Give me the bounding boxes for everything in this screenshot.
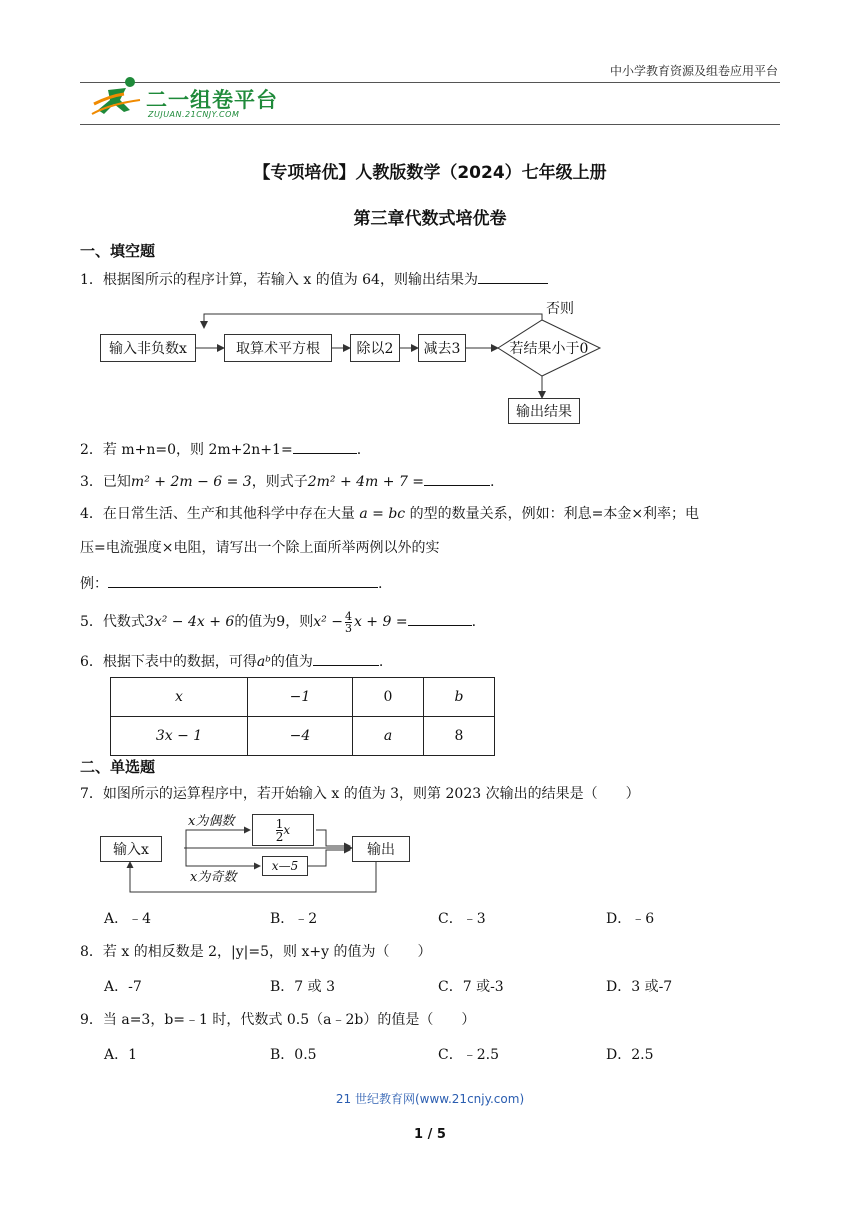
question-1 xyxy=(80,268,548,290)
question-6-expression: aᵇ xyxy=(256,654,271,670)
question-4-line3-prefix: 例： xyxy=(80,576,108,592)
question-3-prefix: 3．已知 xyxy=(80,474,131,490)
doc-subtitle: 第三章代数式培优卷 xyxy=(353,209,507,229)
table-cell: b xyxy=(424,678,495,717)
logo-subtext: ZUJUAN.21CNJY.COM xyxy=(148,110,240,119)
flow-condition-diamond: 若结果小于0 xyxy=(509,341,589,357)
q7-option-c[interactable]: C．﹣3 xyxy=(438,911,486,927)
question-1-text: 1．根据图所示的程序计算，若输入 x 的值为 64，则输出结果为 xyxy=(80,272,478,288)
question-5-mid: 的值为9，则 xyxy=(234,614,314,630)
table-cell: 3x − 1 xyxy=(111,717,248,756)
q9-option-a[interactable]: A．1 xyxy=(104,1047,138,1063)
question-2-end: . xyxy=(356,442,362,458)
answer-blank xyxy=(408,610,472,626)
section-heading-fill-in: 一、填空题 xyxy=(80,242,156,260)
flowchart-q7 xyxy=(100,810,420,900)
question-4-line1 xyxy=(80,504,699,524)
table-cell: x xyxy=(111,678,248,717)
question-6 xyxy=(80,650,383,672)
question-4-end: . xyxy=(378,576,383,592)
question-5-prefix: 5．代数式 xyxy=(80,614,145,630)
flow-else-label: 否则 xyxy=(546,301,574,317)
question-4-line1-rest: 的型的数量关系，例如：利息=本金×利率；电 xyxy=(405,506,700,522)
question-5-expr-part-b: x + 9 = xyxy=(353,614,408,630)
q8-option-a[interactable]: A．-7 xyxy=(104,979,142,995)
flow-odd-label: x为奇数 xyxy=(190,870,237,885)
runner-logo-icon xyxy=(90,74,146,124)
q8-option-c[interactable]: C．7 或-3 xyxy=(438,979,504,995)
fraction-numerator: 4 xyxy=(344,609,352,623)
question-4-formula: a = bc xyxy=(359,506,406,522)
question-4-line2: 压=电流强度×电阻，请写出一个除上面所举两例以外的实 xyxy=(80,540,440,556)
flow-subtract-box: 减去3 xyxy=(418,334,466,362)
flow-output-box: 输出结果 xyxy=(508,398,580,424)
question-4-line3 xyxy=(80,572,382,594)
flow-even-label: x为偶数 xyxy=(188,814,235,829)
flow-half-box xyxy=(252,814,314,846)
fraction xyxy=(276,818,284,843)
header-bottom-divider xyxy=(80,124,780,125)
page-number: 1 / 5 xyxy=(414,1127,446,1142)
logo-text: 二一组卷平台 xyxy=(146,88,278,112)
question-8: 8．若 x 的相反数是 2，|y|=5，则 x+y 的值为（ ） xyxy=(80,944,432,960)
fraction xyxy=(345,611,352,634)
question-2 xyxy=(80,438,361,460)
question-7: 7．如图所示的运算程序中，若开始输入 x 的值为 3，则第 2023 次输出的结果是（ ） xyxy=(80,786,640,802)
table-cell: 8 xyxy=(424,717,495,756)
question-3-expression: 2m² + 4m + 7 = xyxy=(307,474,425,490)
question-4-prefix: 4．在日常生活、生产和其他科学中存在大量 xyxy=(80,506,360,522)
table-cell: 0 xyxy=(353,678,424,717)
question-6-end: . xyxy=(378,654,384,670)
table-cell: −1 xyxy=(248,678,353,717)
table-cell: −4 xyxy=(248,717,353,756)
flow-minus5-box: x—5 xyxy=(262,856,308,876)
flow-sqrt-box: 取算术平方根 xyxy=(224,334,332,362)
flow-divide-box: 除以2 xyxy=(350,334,400,362)
flow-half-variable: x xyxy=(283,823,291,837)
header-divider xyxy=(80,82,780,83)
table-row xyxy=(111,678,495,717)
question-5-expression: 3x² − 4x + 6 xyxy=(144,614,235,630)
question-3-end: . xyxy=(490,474,495,490)
fraction-denominator: 3 xyxy=(344,621,352,635)
answer-blank xyxy=(478,268,548,284)
question-3-mid: ，则式子 xyxy=(251,474,308,490)
question-3 xyxy=(80,470,494,492)
question-6-table xyxy=(110,677,495,756)
answer-blank xyxy=(313,650,379,666)
section-heading-single-choice: 二、单选题 xyxy=(80,758,156,776)
q8-option-d[interactable]: D．3 或-7 xyxy=(606,979,673,995)
q7-option-a[interactable]: A．﹣4 xyxy=(104,911,152,927)
answer-blank xyxy=(293,438,357,454)
q7-option-d[interactable]: D．﹣6 xyxy=(606,911,655,927)
q9-option-b[interactable]: B．0.5 xyxy=(270,1047,317,1063)
question-6-post: 的值为 xyxy=(270,654,313,670)
answer-blank xyxy=(108,572,378,588)
flowchart-q1 xyxy=(100,296,620,426)
table-row xyxy=(111,717,495,756)
q7-option-b[interactable]: B．﹣2 xyxy=(270,911,318,927)
question-3-equation: m² + 2m − 6 = 3 xyxy=(130,474,252,490)
fraction-numerator: 1 xyxy=(275,816,284,831)
question-5-expr-part-a: x² − xyxy=(313,614,343,630)
doc-title: 【专项培优】人教版数学（2024）七年级上册 xyxy=(253,163,607,183)
table-cell: a xyxy=(353,717,424,756)
flow-input-box: 输入x xyxy=(100,836,162,862)
platform-tagline: 中小学教育资源及组卷应用平台 xyxy=(609,64,778,78)
flow-output-box: 输出 xyxy=(352,836,410,862)
footer-link[interactable]: 21 世纪教育网(www.21cnjy.com) xyxy=(335,1092,525,1106)
question-5-end: . xyxy=(471,614,477,630)
question-6-prefix: 6．根据下表中的数据，可得 xyxy=(80,654,257,670)
q9-option-d[interactable]: D．2.5 xyxy=(606,1047,654,1063)
question-2-text: 2．若 m+n=0，则 2m+2n+1= xyxy=(80,442,293,458)
flow-input-box: 输入非负数x xyxy=(100,334,196,362)
answer-blank xyxy=(424,470,490,486)
question-9: 9．当 a=3，b=﹣1 时，代数式 0.5（a﹣2b）的值是（ ） xyxy=(80,1012,476,1028)
q8-option-b[interactable]: B．7 或 3 xyxy=(270,979,336,995)
q9-option-c[interactable]: C．﹣2.5 xyxy=(438,1047,499,1063)
fraction-denominator: 2 xyxy=(275,829,284,844)
question-5 xyxy=(80,610,476,634)
